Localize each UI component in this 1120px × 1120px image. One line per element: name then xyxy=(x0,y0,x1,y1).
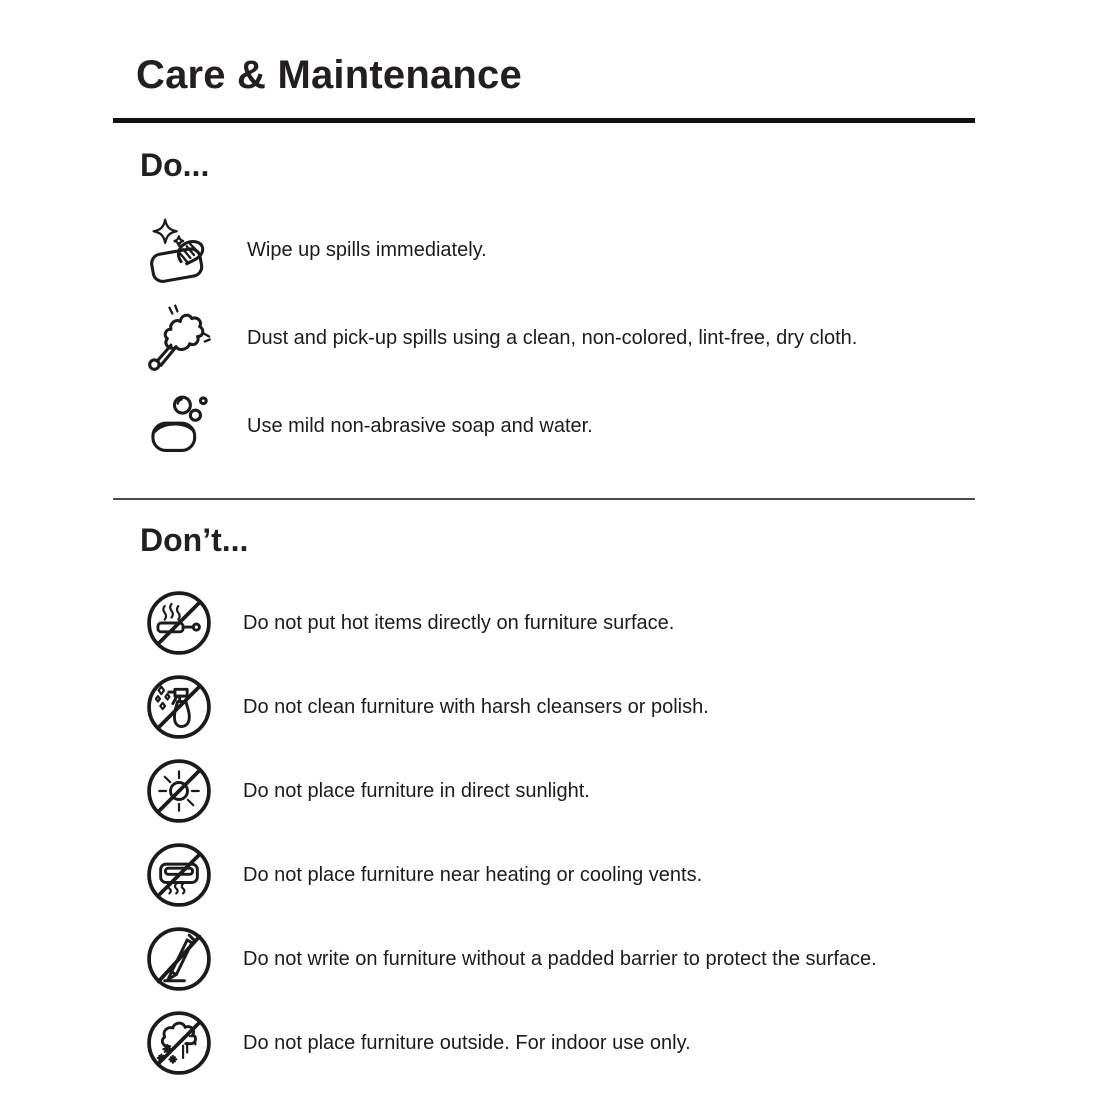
dont-item-text: Do not place furniture near heating or cooling vents. xyxy=(243,864,703,886)
dont-item-heating-vents xyxy=(145,841,975,909)
dont-item-text: Do not put hot items directly on furniture surface. xyxy=(243,612,675,634)
dont-item-direct-sunlight xyxy=(145,757,975,825)
section-divider xyxy=(113,498,975,500)
dont-item-text: Do not write on furniture without a padded barrier to protect the surface. xyxy=(243,948,877,970)
feather-duster-icon xyxy=(145,302,217,374)
no-hot-items-icon xyxy=(145,589,213,657)
do-item-wipe-spills xyxy=(145,214,975,286)
title-divider xyxy=(113,118,975,123)
no-heating-vents-icon xyxy=(145,841,213,909)
page-title: Care & Maintenance xyxy=(136,53,522,97)
wipe-spills-icon xyxy=(145,214,217,286)
no-harsh-cleansers-icon xyxy=(145,673,213,741)
no-direct-sunlight-icon xyxy=(145,757,213,825)
do-section xyxy=(113,147,975,462)
dont-item-text: Do not place furniture outside. For indoor use only. xyxy=(243,1032,691,1054)
no-writing-icon xyxy=(145,925,213,993)
do-item-dust xyxy=(145,302,975,374)
dont-item-text: Do not clean furniture with harsh cleansers or polish. xyxy=(243,696,709,718)
dont-heading: Don’t... xyxy=(140,522,249,558)
do-item-text: Use mild non-abrasive soap and water. xyxy=(247,415,593,437)
no-outdoor-use-icon xyxy=(145,1009,213,1077)
do-item-text: Wipe up spills immediately. xyxy=(247,239,487,261)
soap-bubbles-icon xyxy=(145,390,217,462)
do-heading: Do... xyxy=(140,147,210,183)
dont-section xyxy=(113,522,975,1077)
do-item-soap xyxy=(145,390,975,462)
dont-item-outdoor-use xyxy=(145,1009,975,1077)
dont-item-text: Do not place furniture in direct sunlight. xyxy=(243,780,590,802)
dont-item-hot-items xyxy=(145,589,975,657)
dont-item-harsh-cleansers xyxy=(145,673,975,741)
do-item-text: Dust and pick-up spills using a clean, non-colored, lint-free, dry cloth. xyxy=(247,327,858,349)
dont-item-writing xyxy=(145,925,975,993)
